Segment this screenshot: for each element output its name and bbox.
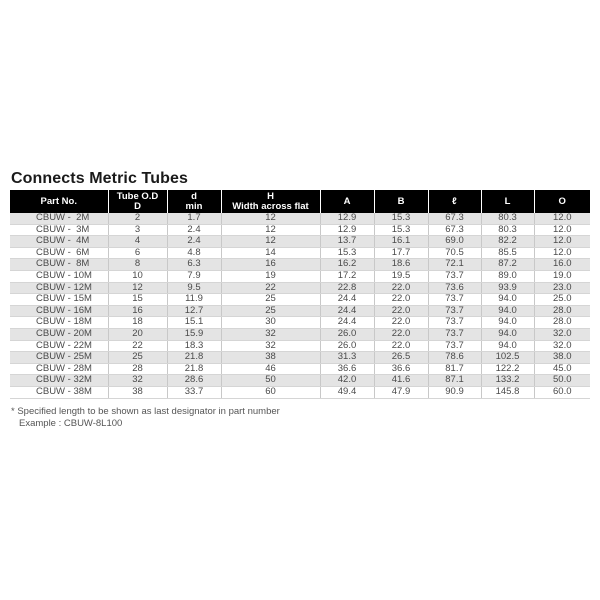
table-cell: 15.3	[374, 224, 428, 236]
header-l	[481, 190, 534, 213]
part-number-cell: CBUW - 15M	[10, 294, 108, 306]
table-row	[10, 317, 590, 329]
footnote-spec-note: * Specified length to be shown as last designator in part number	[11, 406, 280, 417]
table-cell: 12	[221, 236, 320, 248]
table-row	[10, 259, 590, 271]
table-cell: 22.8	[320, 282, 374, 294]
table-row	[10, 213, 590, 224]
table-cell: 3	[108, 224, 167, 236]
table-header-row	[10, 190, 590, 213]
column-header-line: D	[134, 200, 141, 212]
table-row	[10, 224, 590, 236]
table-cell: 73.7	[428, 317, 481, 329]
table-cell: 87.2	[481, 259, 534, 271]
table-cell: 94.0	[481, 294, 534, 306]
table-cell: 19.0	[534, 270, 590, 282]
table-cell: 47.9	[374, 386, 428, 398]
part-number-cell: CBUW - 28M	[10, 363, 108, 375]
table-cell: 16	[108, 305, 167, 317]
table-cell: 73.7	[428, 340, 481, 352]
table-cell: 80.3	[481, 224, 534, 236]
table-cell: 49.4	[320, 386, 374, 398]
column-header-line: H	[267, 190, 274, 202]
table-cell: 31.3	[320, 352, 374, 364]
table-cell: 72.1	[428, 259, 481, 271]
column-header-line: L	[504, 195, 511, 207]
table-cell: 19	[221, 270, 320, 282]
part-number-cell: CBUW - 38M	[10, 386, 108, 398]
table-cell: 94.0	[481, 340, 534, 352]
footnote	[11, 406, 280, 429]
part-number-cell: CBUW - 3M	[10, 224, 108, 236]
table-cell: 28.0	[534, 305, 590, 317]
table-cell: 50.0	[534, 375, 590, 387]
header-tube-od	[108, 190, 167, 213]
dimension-table	[10, 190, 590, 399]
column-header-line: A	[343, 195, 351, 207]
table-cell: 9.5	[167, 282, 221, 294]
table-row	[10, 328, 590, 340]
table-cell: 45.0	[534, 363, 590, 375]
table-cell: 87.1	[428, 375, 481, 387]
part-number-cell: CBUW - 22M	[10, 340, 108, 352]
column-header-line: Part No.	[40, 195, 77, 207]
column-header-line: O	[558, 195, 566, 207]
table-cell: 12.0	[534, 236, 590, 248]
table-cell: 36.6	[374, 363, 428, 375]
part-number-cell: CBUW - 4M	[10, 236, 108, 248]
table-cell: 73.7	[428, 270, 481, 282]
table-cell: 32	[221, 340, 320, 352]
table-cell: 2.4	[167, 236, 221, 248]
table-cell: 2.4	[167, 224, 221, 236]
table-cell: 28	[108, 363, 167, 375]
part-number-cell: CBUW - 6M	[10, 247, 108, 259]
table-cell: 73.7	[428, 328, 481, 340]
part-number-cell: CBUW - 16M	[10, 305, 108, 317]
column-header-line: Width across flat	[232, 200, 309, 212]
table-cell: 22.0	[374, 328, 428, 340]
table-cell: 85.5	[481, 247, 534, 259]
table-cell: 80.3	[481, 213, 534, 224]
table-cell: 22	[221, 282, 320, 294]
table-cell: 24.4	[320, 317, 374, 329]
part-number-cell: CBUW - 32M	[10, 375, 108, 387]
table-cell: 26.0	[320, 328, 374, 340]
table-cell: 16	[221, 259, 320, 271]
table-row	[10, 305, 590, 317]
table-cell: 16.1	[374, 236, 428, 248]
table-cell: 22.0	[374, 282, 428, 294]
table-cell: 94.0	[481, 328, 534, 340]
table-cell: 33.7	[167, 386, 221, 398]
part-number-cell: CBUW - 10M	[10, 270, 108, 282]
footnote-example: Example : CBUW-8L100	[19, 417, 123, 429]
table-cell: 25	[108, 352, 167, 364]
page-title: Connects Metric Tubes	[11, 170, 188, 187]
table-cell: 60	[221, 386, 320, 398]
table-cell: 38	[221, 352, 320, 364]
table-cell: 15.3	[374, 213, 428, 224]
table-cell: 46	[221, 363, 320, 375]
table-cell: 15	[108, 294, 167, 306]
table-cell: 94.0	[481, 317, 534, 329]
table-cell: 82.2	[481, 236, 534, 248]
table-cell: 25.0	[534, 294, 590, 306]
table-cell: 14	[221, 247, 320, 259]
part-number-cell: CBUW - 25M	[10, 352, 108, 364]
table-cell: 38	[108, 386, 167, 398]
table-row	[10, 270, 590, 282]
column-header-line: B	[397, 195, 405, 207]
table-cell: 1.7	[167, 213, 221, 224]
table-cell: 18.6	[374, 259, 428, 271]
table-cell: 73.6	[428, 282, 481, 294]
table-cell: 12	[221, 213, 320, 224]
table-cell: 11.9	[167, 294, 221, 306]
table-cell: 81.7	[428, 363, 481, 375]
table-cell: 22.0	[374, 294, 428, 306]
part-number-cell: CBUW - 12M	[10, 282, 108, 294]
table-cell: 18	[108, 317, 167, 329]
table-cell: 10	[108, 270, 167, 282]
table-cell: 24.4	[320, 305, 374, 317]
header-d-min	[167, 190, 221, 213]
table-body	[10, 213, 590, 398]
table-cell: 32.0	[534, 340, 590, 352]
table-cell: 4	[108, 236, 167, 248]
table-cell: 16.0	[534, 259, 590, 271]
table-cell: 12	[221, 224, 320, 236]
table-cell: 12.9	[320, 213, 374, 224]
table-cell: 60.0	[534, 386, 590, 398]
table-cell: 25	[221, 294, 320, 306]
table-cell: 15.1	[167, 317, 221, 329]
table-cell: 22.0	[374, 317, 428, 329]
table-cell: 8	[108, 259, 167, 271]
table-cell: 102.5	[481, 352, 534, 364]
table-cell: 25	[221, 305, 320, 317]
table-cell: 4.8	[167, 247, 221, 259]
table-cell: 12	[108, 282, 167, 294]
column-header-line: min	[185, 200, 203, 212]
header-a	[320, 190, 374, 213]
table-cell: 67.3	[428, 224, 481, 236]
table-cell: 42.0	[320, 375, 374, 387]
table-row	[10, 386, 590, 398]
table-cell: 50	[221, 375, 320, 387]
table-cell: 15.9	[167, 328, 221, 340]
table-cell: 26.0	[320, 340, 374, 352]
column-header-line: d	[191, 190, 197, 202]
table-cell: 36.6	[320, 363, 374, 375]
table-cell: 28.6	[167, 375, 221, 387]
table-row	[10, 247, 590, 259]
column-header-line: Tube O.D	[116, 190, 159, 202]
table-cell: 26.5	[374, 352, 428, 364]
table-cell: 16.2	[320, 259, 374, 271]
table-cell: 73.7	[428, 305, 481, 317]
table-cell: 18.3	[167, 340, 221, 352]
table-cell: 145.8	[481, 386, 534, 398]
part-number-cell: CBUW - 8M	[10, 259, 108, 271]
table-cell: 70.5	[428, 247, 481, 259]
table-cell: 133.2	[481, 375, 534, 387]
table-cell: 22	[108, 340, 167, 352]
table-row	[10, 375, 590, 387]
table-cell: 32	[108, 375, 167, 387]
table-cell: 30	[221, 317, 320, 329]
table-cell: 89.0	[481, 270, 534, 282]
header-o	[534, 190, 590, 213]
header-h-width	[221, 190, 320, 213]
table-cell: 122.2	[481, 363, 534, 375]
header-l-small	[428, 190, 481, 213]
table-cell: 67.3	[428, 213, 481, 224]
table-cell: 6	[108, 247, 167, 259]
part-number-cell: CBUW - 2M	[10, 213, 108, 224]
table-row	[10, 352, 590, 364]
header-b	[374, 190, 428, 213]
table-cell: 7.9	[167, 270, 221, 282]
table-row	[10, 340, 590, 352]
table-cell: 12.9	[320, 224, 374, 236]
table-cell: 15.3	[320, 247, 374, 259]
table-cell: 20	[108, 328, 167, 340]
header-part-no	[10, 190, 108, 213]
table-cell: 12.0	[534, 213, 590, 224]
part-number-cell: CBUW - 18M	[10, 317, 108, 329]
table-cell: 21.8	[167, 363, 221, 375]
table-cell: 22.0	[374, 340, 428, 352]
table-cell: 22.0	[374, 305, 428, 317]
table-cell: 38.0	[534, 352, 590, 364]
table-cell: 12.0	[534, 224, 590, 236]
column-header-line: ℓ	[452, 195, 457, 207]
table-cell: 73.7	[428, 294, 481, 306]
table-cell: 93.9	[481, 282, 534, 294]
table-cell: 12.7	[167, 305, 221, 317]
table-row	[10, 236, 590, 248]
table-cell: 94.0	[481, 305, 534, 317]
table-row	[10, 294, 590, 306]
table-row	[10, 282, 590, 294]
table-cell: 32.0	[534, 328, 590, 340]
table-cell: 2	[108, 213, 167, 224]
table-cell: 17.7	[374, 247, 428, 259]
table-cell: 78.6	[428, 352, 481, 364]
table-cell: 21.8	[167, 352, 221, 364]
table-cell: 41.6	[374, 375, 428, 387]
table-cell: 28.0	[534, 317, 590, 329]
table-cell: 69.0	[428, 236, 481, 248]
table-cell: 32	[221, 328, 320, 340]
part-number-cell: CBUW - 20M	[10, 328, 108, 340]
table-cell: 19.5	[374, 270, 428, 282]
table-cell: 90.9	[428, 386, 481, 398]
table-cell: 13.7	[320, 236, 374, 248]
table-cell: 12.0	[534, 247, 590, 259]
table-row	[10, 363, 590, 375]
table-cell: 17.2	[320, 270, 374, 282]
table-cell: 6.3	[167, 259, 221, 271]
table-cell: 23.0	[534, 282, 590, 294]
table-cell: 24.4	[320, 294, 374, 306]
